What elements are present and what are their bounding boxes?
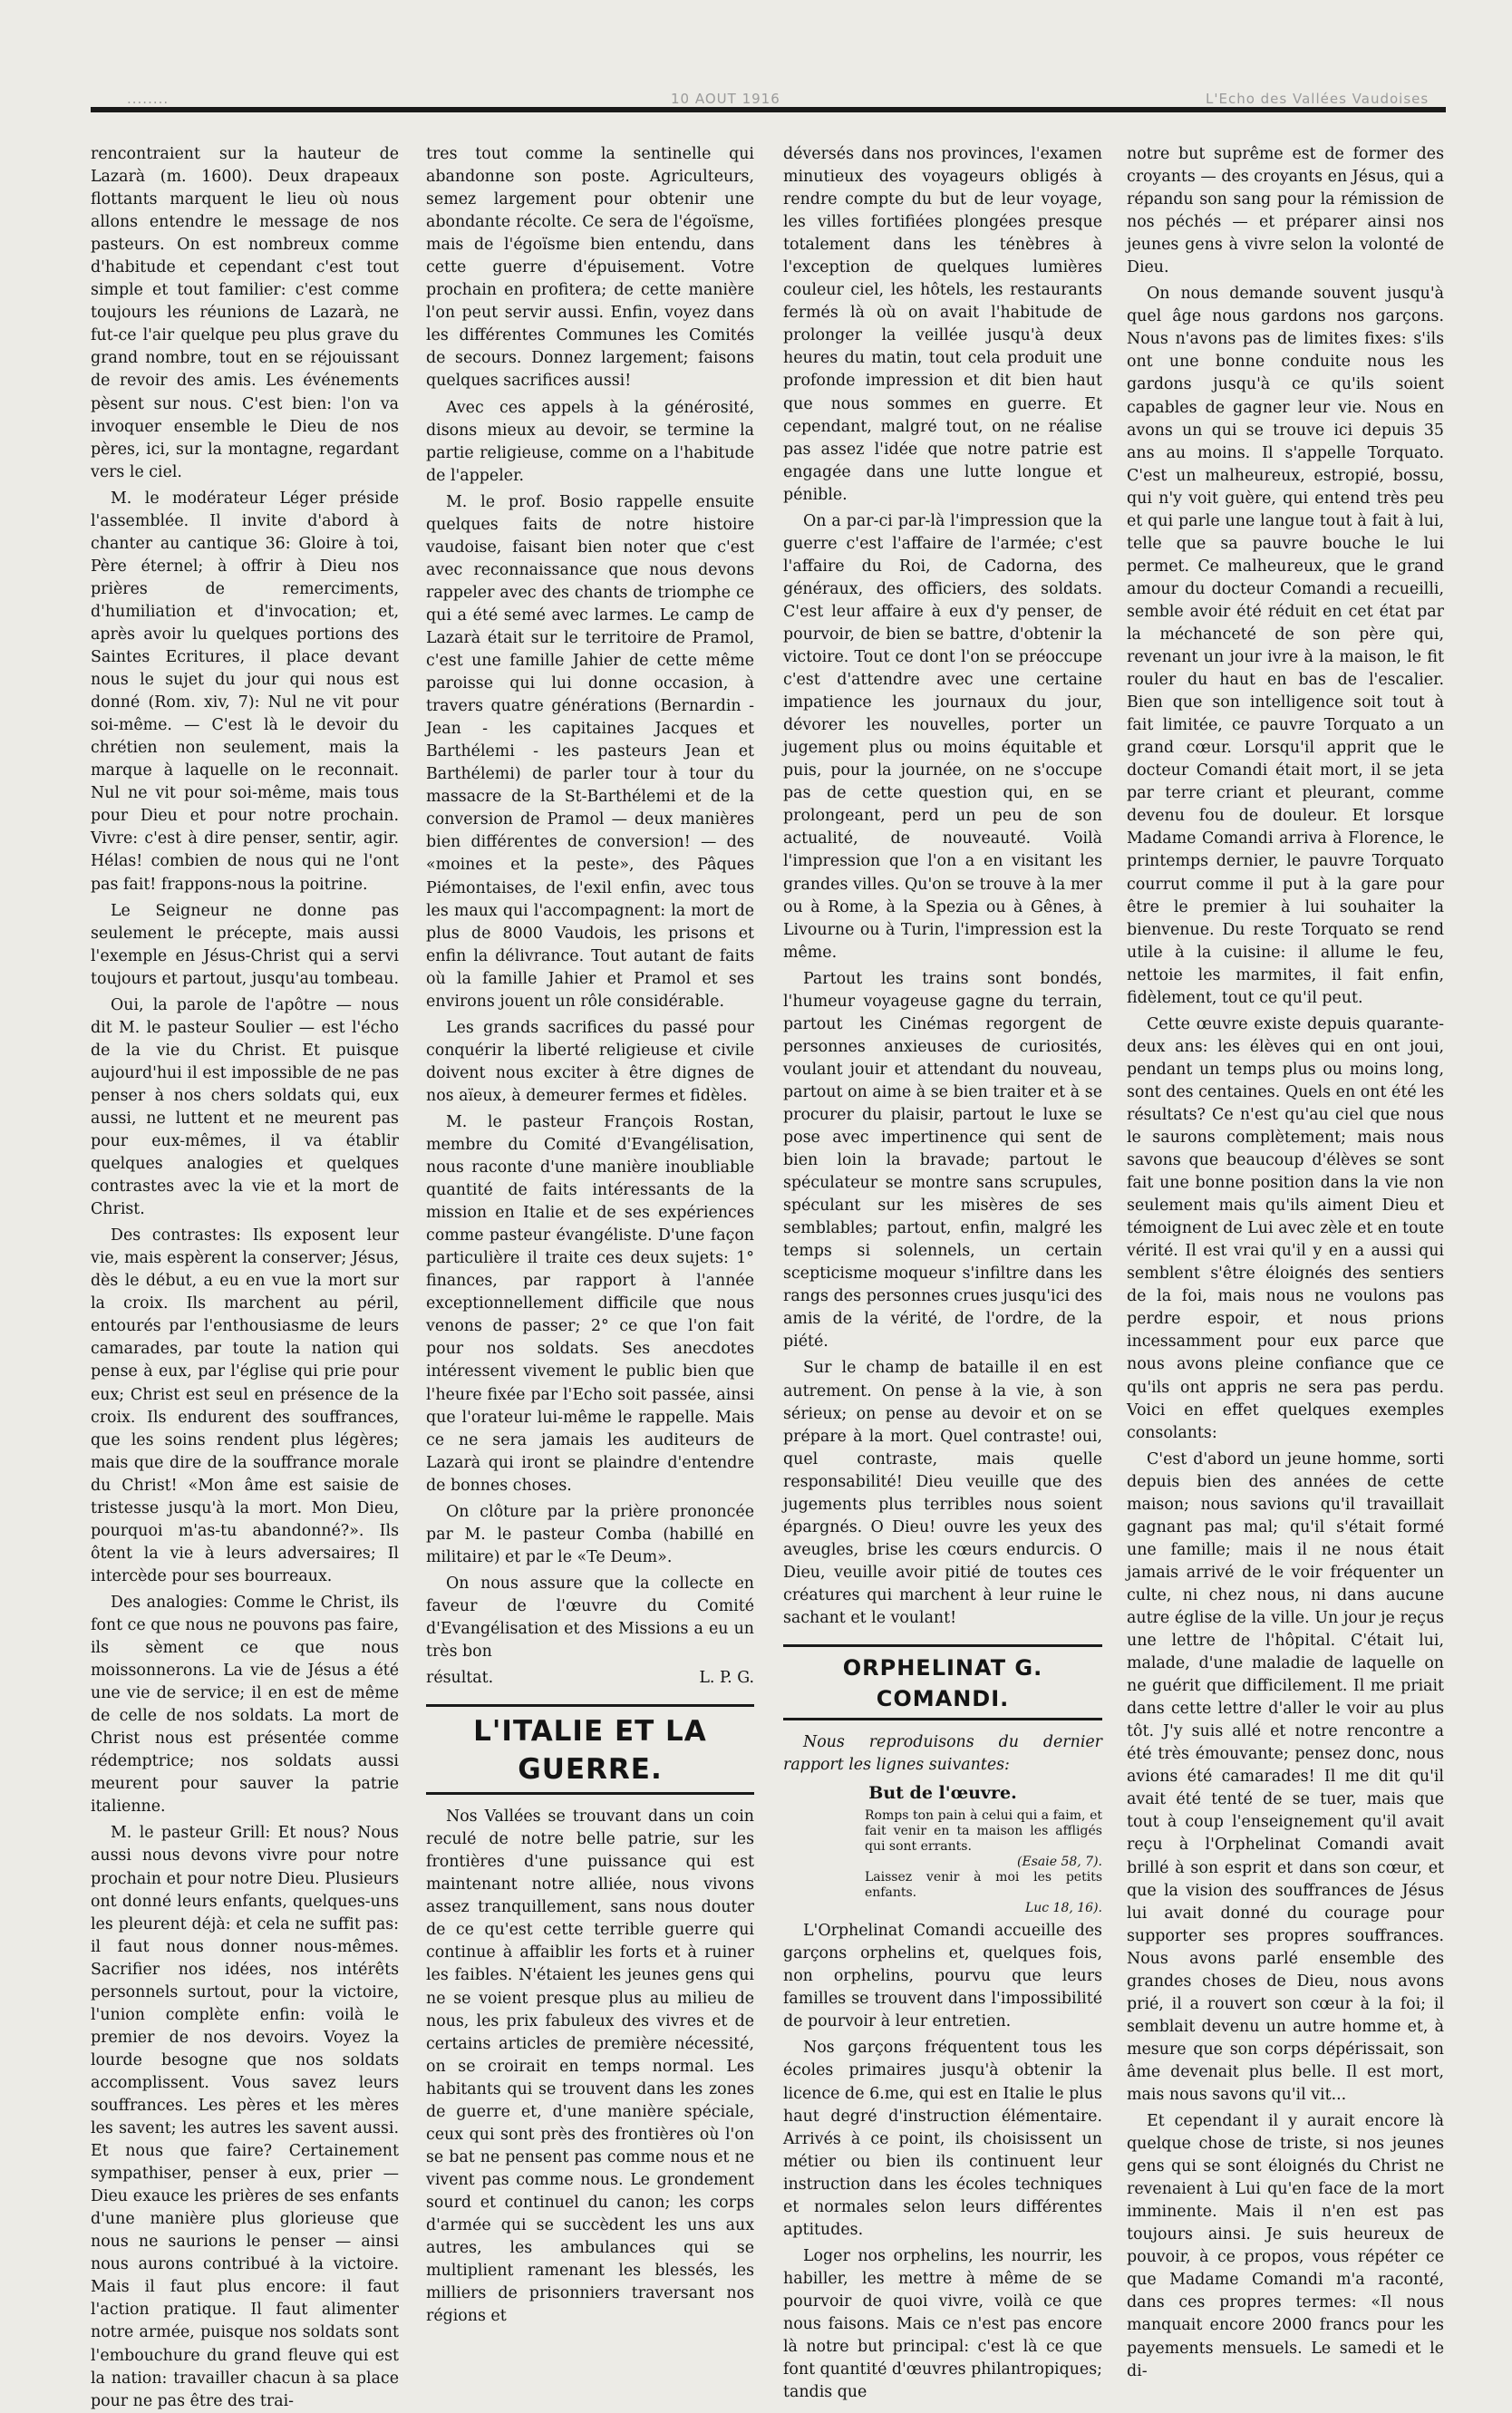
paragraph: Le Seigneur ne donne pas seulement le précepte, mais aussi l'exemple en Jésus-Christ qui a servi toujours et partout, jusqu'au tombeau. (91, 901, 400, 988)
section-title: L'ITALIE ET LA GUERRE. (473, 1715, 707, 1787)
column-4 (1127, 143, 1444, 2380)
paragraph: M. le prof. Bosio rappelle ensuite quelques faits de notre histoire vaudoise, faisant bien noter que c'est avec reconnaissance que nous devons rappeler avec des chants de triomphe ce qui a été semé avec larmes. Le camp de Lazarà était sur le territoire de Pramol, c'est une famille Jahier de cette même paroisse qui lui donne occasion, à travers quatre générations (Bernardin - Jean - les capitaines Jacques et Barthélemi - les pasteurs Jean et Barthélemi) de parler tour à tour du massacre de la St-Barthélemi et de la conversion de Pramol — deux manières bien différentes de conversion! — des «moines et la peste», des Pâques Piémontaises, de l'exil enfin, avec tous les maux qui l'accompagnent: la mort de plus de 8000 Vaudois, les prisons et enfin la délivrance. Tout autant de faits où la famille Jahier et Pramol et ses environs jouent un rôle considérable. (426, 492, 754, 1011)
epigraph-text: Romps ton pain à celui qui a faim, et fait venir en ta maison les affligés qui sont errants. (865, 1808, 1102, 1855)
epigraph-source: (Esaie 58, 7). (1017, 1855, 1102, 1870)
paragraph: déversés dans nos provinces, l'examen minutieux des voyageurs obligés à rendre compte du but de leur voyage, les villes fortifiées plongées presque totalement dans les ténèbres à l'exception de quelques lumières couleur ciel, les hôtels, les restaurants fermés là où on avait l'habitude de prolonger la veillée jusqu'à deux heures du matin, tout cela produit une profonde impression et dit bien haut que nous sommes en guerre. Et cependant, malgré tout, on ne réalise pas assez l'idée que notre patrie est engagée dans une lutte longue et pénible. (783, 145, 1102, 504)
signature: L. P. G. (699, 1669, 754, 1688)
paragraph: On nous assure que la collecte en faveur de l'œuvre du Comité d'Evangélisation et des Missions a eu un très bon (426, 1574, 754, 1662)
paragraph: M. le pasteur Grill: Et nous? Nous aussi nous devons vivre pour notre prochain et pour notre Dieu. Plusieurs ont donné leurs enfants, quelques-uns les pleurent déjà: et cela ne suffit pas: il faut nous donner nous-mêmes. Sacrifier nos idées, nos intérêts personnels surtout, pour la victoire, l'union complète enfin: voilà le premier de nos devoirs. Voyez la lourde besogne que nos soldats accomplissent. Vous savez leurs souffrances. Les pères et les mères les savent; les autres les savent aussi. Et nous que faire? Certainement sympathiser, penser à eux, prier — Dieu exauce les prières de ses enfants d'une manière plus glorieuse que nous ne saurions le penser — ainsi nous aurons contribué à la victoire. Mais il faut plus encore: il faut l'action pratique. Il faut alimenter notre armée, puisque nos soldats sont l'embouchure du grand fleuve qui est la nation: travailler chacun à sa place pour ne pas être des trai- (91, 1824, 399, 2410)
paragraph: Cette œuvre existe depuis quarante-deux ans: les élèves qui en ont joui, pendant un temps plus ou moins long, sont des centaines. Quels en ont été les résultats? Ce n'est qu'au ciel que nous le saurons complètement; mais nous savons que beaucoup d'élèves se sont fait une bonne position dans la vie non seulement mais qu'ils aiment Dieu et témoignent de Lui avec zèle et en toute vérité. Il est vrai qu'il y en a aussi qui semblent s'être éloignés des sentiers de la foi, mais nous ne voulons pas perdre espoir, et nous prions incessamment pour eux parce que nous avons pleine confiance que ce qu'ils ont appris ne sera pas perdu. Voici en effet quelques exemples consolants: (1127, 1014, 1444, 1442)
signature-line (426, 1667, 754, 1690)
paragraph: notre but suprême est de former des croyants — des croyants en Jésus, qui a répandu son sang pour la rémission de nos péchés — et préparer ainsi nos jeunes gens à vivre selon la volonté de Dieu. (1127, 145, 1444, 277)
paragraph: Avec ces appels à la générosité, disons mieux au devoir, se termine la partie religieuse, comme on a l'habitude de l'appeler. (426, 398, 754, 485)
paragraph: Loger nos orphelins, les nourrir, les habiller, les mettre à même de se pourvoir de quoi vivre, voilà ce que nous faisons. Mais ce n'est pas encore là notre but principal: c'est là ce que font quantité d'œuvres philantropiques; tandis que (783, 2246, 1102, 2402)
column-2 (426, 143, 754, 2326)
header-date-faint: 10 AOUT 1916 (671, 91, 780, 107)
paragraph: Nos garçons fréquentent tous les écoles primaires jusqu'à obtenir la licence de 6.me, qui est en Italie le plus haut degré d'instruction élémentaire. Arrivés à ce point, ils choisissent un métier ou bien ils continuent leur instruction dans les écoles techniques et normales selon leurs différentes aptitudes. (783, 2039, 1102, 2239)
section-title-box (783, 1644, 1102, 1720)
paragraph: Et cependant il y aurait encore là quelque chose de triste, si nos jeunes gens qui se sont éloignés du Christ ne revenaient à Lui qu'en face de la mort imminente. Mais il n'en est pas toujours ainsi. Je suis heureux de pouvoir, à ce propos, vous répéter ce que Madame Comandi m'a raconté, dans ces propres termes: «Il nous manquait encore 2000 francs pour les payements mensuels. Le samedi et le di- (1127, 2112, 1444, 2380)
paragraph: Des analogies: Comme le Christ, ils font ce que nous ne pouvons pas faire, ils sèment ce que nous moissonnerons. La vie de Jésus a été une vie de service; il en est de même de celle de nos soldats. La mort de Christ nous est présentée comme rédemptrice; nos soldats aussi meurent pour sauver la patrie italienne. (91, 1593, 399, 1817)
header-left-faint: ........ (127, 91, 170, 107)
paragraph: On clôture par la prière prononcée par M. le pasteur Comba (habillé en militaire) et par le «Te Deum». (426, 1502, 754, 1566)
header-journal-faint: L'Echo des Vallées Vaudoises (1206, 91, 1430, 107)
paragraph: Partout les trains sont bondés, l'humeur voyageuse gagne du terrain, partout les Cinémas regorgent de personnes anxieuses de curiosités, voulant jouir et attendant du nouveau, partout on aime à se bien traiter et à se procurer du plaisir, partout le luxe se pose avec impertinence qui sent de bien loin la bravade; partout le spéculateur se montre sans scrupules, spéculant sur les misères de ses semblables; partout, enfin, malgré les temps si solennels, un certain scepticisme moqueur s'infiltre dans les rangs des personnes crues jusqu'ici des amis de la vérité, de l'ordre, de la piété. (783, 969, 1102, 1352)
column-1 (91, 143, 400, 2410)
paragraph: On a par-ci par-là l'impression que la guerre c'est l'affaire de l'armée; c'est l'affaire du Roi, de Cadorna, des généraux, des officiers, des soldats. C'est leur affaire à eux d'y penser, de pourvoir, de bien se battre, d'obtenir la victoire. Tout ce dont l'on se préoccupe c'est d'attendre avec une certaine impatience les journaux du jour, dévorer les nouvelles, porter un jugement plus ou moins équitable et puis, pour la journée, on ne s'occupe pas de cette question qui, en se prolongeant, perd un peu de son actualité, de nouveauté. Voilà l'impression que l'on a en visitant les grandes villes. Qu'on se trouve à la mer ou à Rome, à la Spezia ou à Gênes, à Livourne ou à Turin, l'impression est la même. (783, 511, 1102, 962)
paragraph: C'est d'abord un jeune homme, sorti depuis bien des années de cette maison; nous savions qu'il travaillait gagnant pas mal; qu'il s'était formé une famille; mais il ne nous était jamais arrivé de le voir fréquenter un culte, ni chez nous, ni dans aucune autre église de la ville. Un jour je reçus une lettre de l'hôpital. C'était lui, malade, d'une maladie de laquelle on ne guérit que difficilement. Il me priait dans cette lettre d'aller le voir au plus tôt. J'y suis allé et notre rencontre a été très émouvante; pensez donc, nous avions été camarades! Il me dit qu'il avait été tenté de se tuer, mais que tout à coup l'enseignement qu'il avait reçu à l'Orphelinat Comandi avait brillé à son esprit et dans son cœur, et que la vision des souffrances de Jésus lui avait donné du courage pour supporter ses propres souffrances. Nous avons parlé ensemble des grandes choses de Dieu, nous avons prié, il a rouvert son cœur à la foi; il semblait devenu un autre homme et, à mesure que son corps dépérissait, son âme devenait plus belle. Il est mort, mais nous savons qu'il vit... (1127, 1449, 1444, 2104)
paragraph: Les grands sacrifices du passé pour conquérir la liberté religieuse et civile doivent nous exciter à être dignes de nos aïeux, à demeurer fermes et fidèles. (426, 1018, 754, 1105)
paragraph: Sur le champ de bataille il en est autrement. On pense à la vie, à son sérieux; on pense au devoir et on se prépare à la mort. Quel contraste! oui, quel contraste, mais quelle responsabilité! Dieu veuille que des jugements plus terribles nous soient épargnés. O Dieu! ouvre les yeux des aveugles, brise les cœurs endurcis. O Dieu, veuille avoir pitié de toutes ces créatures qui marchent à leur ruine le sachant et le voulant! (783, 1359, 1102, 1627)
paragraph: tres tout comme la sentinelle qui abandonne son poste. Agriculteurs, semez largement pour obtenir une abondante récolte. Ce sera de l'égoïsme, mais de l'égoïsme bien entendu, dans cette guerre d'épuisement. Votre prochain en profitera; de cette manière l'on peut servir aussi. Enfin, voyez dans les différentes Communes les Comités de secours. Donnez largement; faisons quelques sacrifices aussi! (426, 145, 754, 391)
epigraph-text: Laissez venir à moi les petits enfants. (865, 1870, 1102, 1901)
epigraph (865, 1808, 1102, 1916)
paragraph: Nos Vallées se trouvant dans un coin reculé de notre belle patrie, sur les frontières d'une puissance qui est maintenant notre alliée, nous vivons assez tranquillement, sans nous douter de ce qu'est cette terrible guerre qui continue à affaiblir les forts et à ruiner les faibles. N'étaient les jeunes gens qui ne se voient presque plus au milieu de nous, les prix fabuleux des vivres et de certains articles de première nécessité, on se croirait en temps normal. Les habitants qui se trouvent dans les zones de guerre et, d'une manière spéciale, ceux qui sont près des frontières où l'on se bat ne pensent pas comme nous et ne vivent pas comme nous. Le grondement sourd et continuel du canon; les corps d'armée qui se succèdent les uns aux autres, les ambulances qui se multiplient ramenant les blessés, les milliers de prisonniers traversant nos régions et (426, 1807, 754, 2326)
paragraph: Des contrastes: Ils exposent leur vie, mais espèrent la conserver; Jésus, dès le début, a eu en vue la mort sur la croix. Ils marchent au péril, entourés par l'enthousiasme de leurs camarades, par toute la nation qui pense à eux, par l'église qui prie pour eux; Christ est seul en présence de la croix. Ils endurent des souffrances, que les soins rendent plus légères; mais que dire de la souffrance morale du Christ! «Mon âme est saisie de tristesse jusqu'à la mort. Mon Dieu, pourquoi m'as-tu abandonné?». Ils ôtent la vie à leurs adversaires; Il intercède pour ses bourreaux. (91, 1226, 399, 1585)
paragraph: M. le modérateur Léger préside l'assemblée. Il invite d'abord à chanter au cantique 36: Gloire à toi, Père éternel; à offrir à Dieu nos prières de remerciments, d'humiliation et d'invocation; et, après avoir lu quelques portions des Saintes Ecritures, il place devant nous le sujet du jour qui nous est donné (Rom. xiv, 7): Nul ne vit pour soi-même. — C'est là le devoir du chrétien non seulement, mais la marque à laquelle on le reconnait. Nul ne vit pour soi-même, mais tous pour Dieu et pour notre prochain. Vivre: c'est à dire penser, sentir, agir. Hélas! combien de nous qui ne l'ont pas fait! frappons-nous la poitrine. (91, 489, 399, 894)
paragraph: Oui, la parole de l'apôtre — nous dit M. le pasteur Soulier — est l'écho de la vie du Christ. Et puisque aujourd'hui il est impossible de ne pas penser à nos chers soldats qui, eux aussi, ne luttent et ne meurent pas pour eux-mêmes, il va établir quelques analogies et quelques contrastes avec la vie et la mort de Christ. (91, 995, 399, 1219)
result-word: résultat. (426, 1669, 494, 1688)
header-rule (91, 107, 1446, 112)
subsection-heading: But de l'œuvre. (868, 1783, 1017, 1804)
section-subtitle: Nous reproduisons du dernier rapport les lignes suivantes: (783, 1733, 1102, 1775)
paragraph: On nous demande souvent jusqu'à quel âge nous gardons nos garçons. Nous n'avons pas de limites fixes: s'ils ont une bonne conduite nous les gardons jusqu'à ce qu'ils soient capables de gagner leur vie. Nous en avons un qui se trouve ici depuis 35 ans au moins. Il s'appelle Torquato. C'est un malheureux, estropié, bossu, qui n'y voit guère, qui entend très peu et qui parle une langue tout à fait à lui, telle que sa pauvre bouche le lui permet. Ce malheureux, que le grand amour du docteur Comandi a recueilli, semble avoir été réduit en cet état par la méchanceté de son père qui, revenant un jour ivre à la maison, le fit rouler du haut en bas de l'escalier. Bien que son intelligence soit tout à fait limitée, ce pauvre Torquato a un grand cœur. Lorsqu'il apprit que le docteur Comandi était mort, il se jeta par terre criant et pleurant, comme devenu fou de douleur. Et lorsque Madame Comandi arriva à Florence, le printemps dernier, le pauvre Torquato courrut comme il put à la gare pour être le premier à lui souhaiter la bienvenue. Du reste Torquato se rend utile à la cuisine: il allume le feu, nettoie les marmites, il fait enfin, fidèlement, tout ce qu'il peut. (1127, 285, 1444, 1007)
epigraph-source: Luc 18, 16). (1024, 1901, 1102, 1916)
section-title-box (426, 1704, 754, 1795)
section-title: ORPHELINAT G. COMANDI. (842, 1655, 1043, 1712)
paragraph: rencontraient sur la hauteur de Lazarà (m. 1600). Deux drapeaux flottants marquent le lieu où nous allons entendre le message de nos pasteurs. On est nombreux comme d'habitude et cependant c'est tout simple et tout familier: c'est comme toujours les réunions de Lazarà, ne fut-ce l'air quelque peu plus grave du grand nombre, tout en se réjouissant de revoir des amis. Les événements pèsent sur nous. C'est bien: l'on va invoquer ensemble le Dieu de nos pères, ici, sur la montagne, regardant vers le ciel. (91, 145, 399, 481)
paragraph: L'Orphelinat Comandi accueille des garçons orphelins et, quelques fois, non orphelins, pourvu que leurs familles se trouvent dans l'impossibilité de pourvoir à leur entretien. (783, 1922, 1102, 2031)
column-3 (783, 143, 1102, 2402)
paragraph: M. le pasteur François Rostan, membre du Comité d'Evangélisation, nous raconte d'une manière inoubliable quantité de faits intéressants de la mission en Italie et de ses expériences comme pasteur évangéliste. D'une façon particulière il traite ces deux sujets: 1° finances, par rapport à l'année exceptionnellement difficile que nous venons de passer; 2° ce que l'on fait pour nos soldats. Ses anecdotes intéressent vivement le public bien que l'heure fixée par l'Echo soit passée, ainsi que l'orateur lui-même le rappelle. Mais ce ne sera jamais les auditeurs de Lazarà qui iront se plaindre d'entendre de bonnes choses. (426, 1112, 754, 1495)
